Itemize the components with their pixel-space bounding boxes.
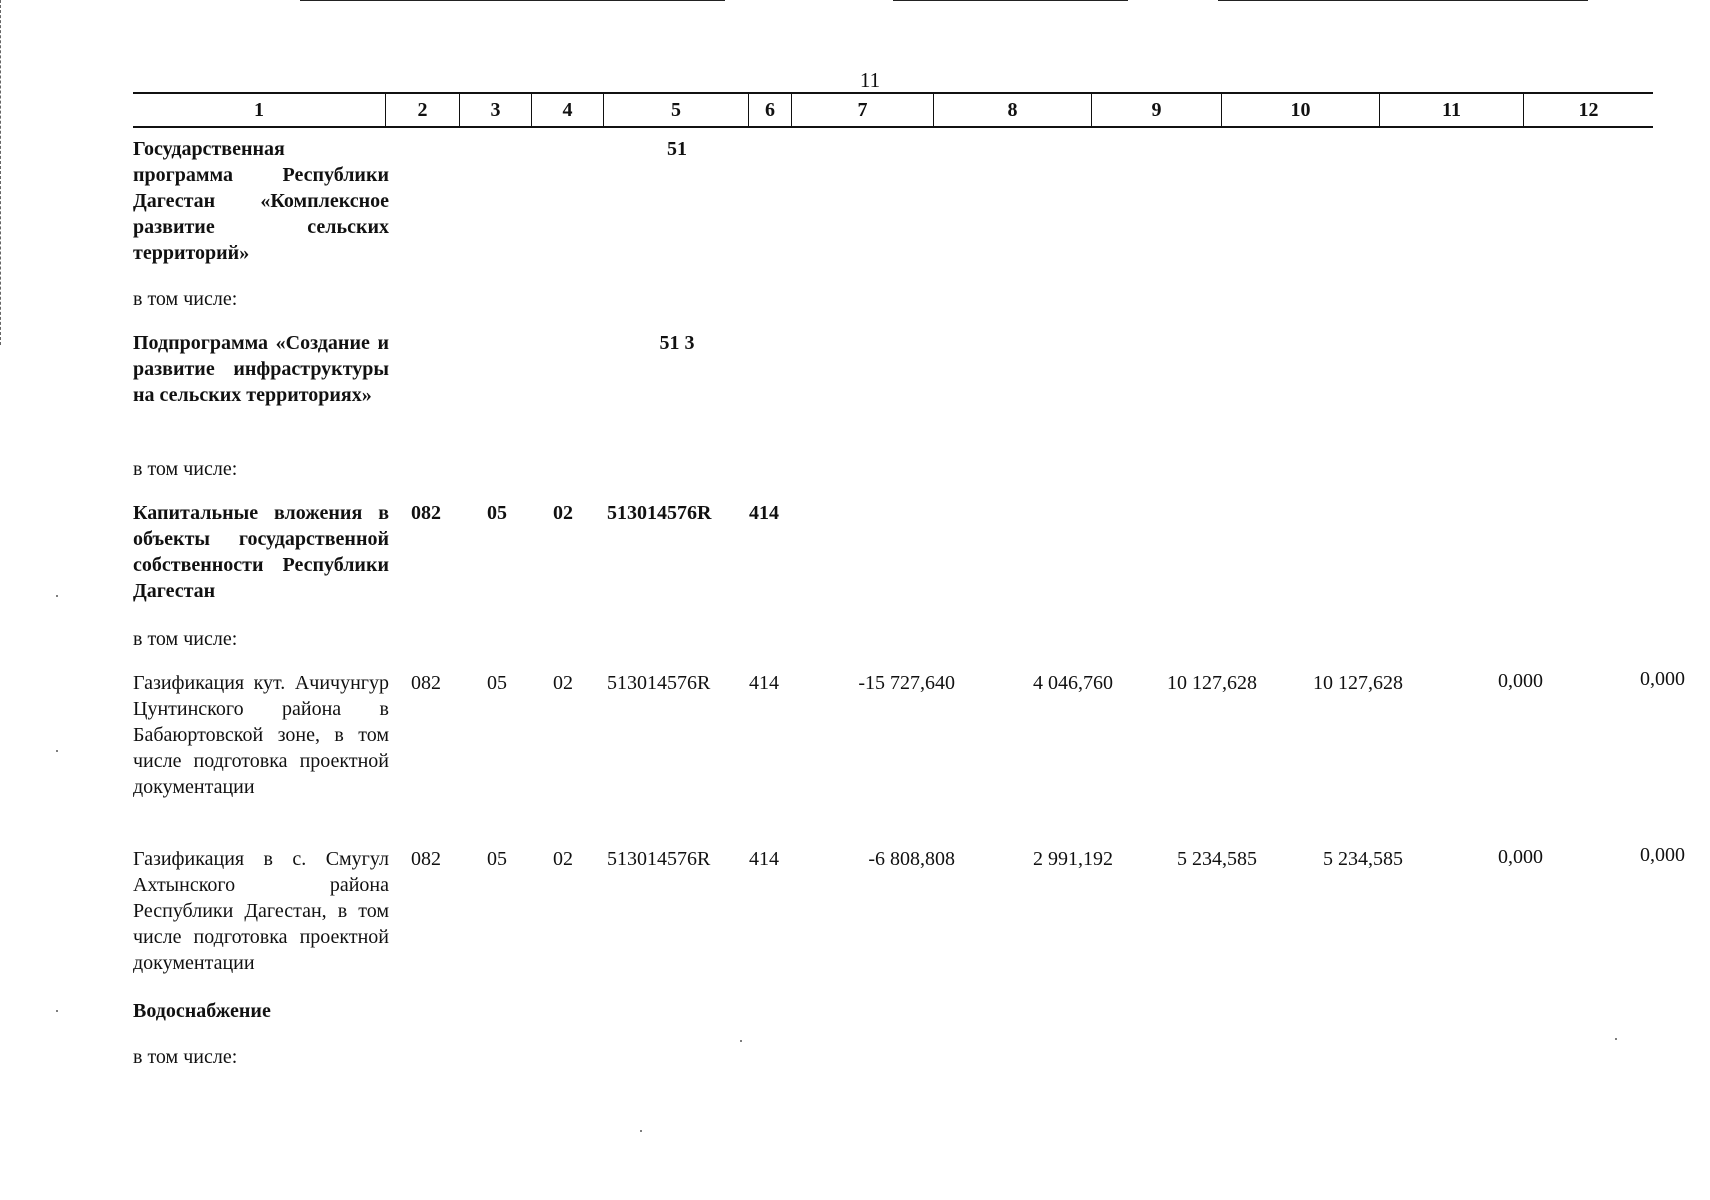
top-edge-line bbox=[300, 0, 725, 1]
cell-col-2: 082 bbox=[411, 848, 441, 870]
cell-col-8: 4 046,760 bbox=[1033, 672, 1113, 694]
cell-col-9: 10 127,628 bbox=[1167, 672, 1257, 694]
cell-code-5: 51 bbox=[667, 138, 687, 160]
column-header-8: 8 bbox=[933, 94, 1091, 126]
column-header-3: 3 bbox=[459, 94, 531, 126]
scan-speck bbox=[640, 1130, 642, 1132]
column-header-5: 5 bbox=[603, 94, 748, 126]
cell-col-11: 0,000 bbox=[1498, 846, 1543, 868]
row-description: в том числе: bbox=[133, 288, 238, 310]
cell-col-5: 513014576R bbox=[607, 848, 711, 870]
scan-speck bbox=[56, 750, 58, 752]
column-header-11: 11 bbox=[1379, 94, 1523, 126]
table-header-row bbox=[133, 92, 1653, 128]
scan-speck bbox=[56, 595, 58, 597]
cell-col-9: 5 234,585 bbox=[1177, 848, 1257, 870]
cell-col-5: 513014576R bbox=[607, 672, 711, 694]
column-header-7: 7 bbox=[791, 94, 933, 126]
row-description: в том числе: bbox=[133, 458, 238, 480]
cell-col-11: 0,000 bbox=[1498, 670, 1543, 692]
row-description: в том числе: bbox=[133, 1046, 238, 1068]
cell-col-4: 02 bbox=[553, 502, 573, 524]
row-description: Газификация в с. Смугул Ахтынского района Республики Дагестан, в том числе подготовка проектной документации bbox=[133, 848, 389, 974]
cell-col-12: 0,000 bbox=[1640, 844, 1685, 866]
row-description: в том числе: bbox=[133, 628, 238, 650]
column-header-9: 9 bbox=[1091, 94, 1221, 126]
scan-speck bbox=[740, 1040, 742, 1042]
column-header-6: 6 bbox=[748, 94, 791, 126]
column-header-1: 1 bbox=[254, 99, 264, 121]
cell-col-2: 082 bbox=[411, 502, 441, 524]
cell-col-7: -15 727,640 bbox=[858, 672, 955, 694]
cell-col-6: 414 bbox=[749, 672, 779, 694]
row-description: Капитальные вложения в объекты государственной собственности Республики Дагестан bbox=[133, 502, 389, 602]
column-header-4: 4 bbox=[531, 94, 603, 126]
cell-col-3: 05 bbox=[487, 502, 507, 524]
cell-col-12: 0,000 bbox=[1640, 668, 1685, 690]
row-description: Газификация кут. Ачичунгур Цунтинского района в Бабаюртовской зоне, в том числе подготовка проектной документации bbox=[133, 672, 389, 798]
cell-col-8: 2 991,192 bbox=[1033, 848, 1113, 870]
cell-col-5: 513014576R bbox=[607, 502, 712, 524]
top-edge-line bbox=[1218, 0, 1588, 1]
cell-col-10: 10 127,628 bbox=[1313, 672, 1403, 694]
scan-speck bbox=[56, 1010, 58, 1012]
column-header-2: 2 bbox=[385, 94, 459, 126]
top-edge-line bbox=[893, 0, 1128, 1]
cell-col-4: 02 bbox=[553, 672, 573, 694]
cell-col-3: 05 bbox=[487, 672, 507, 694]
cell-col-7: -6 808,808 bbox=[868, 848, 955, 870]
cell-col-4: 02 bbox=[553, 848, 573, 870]
cell-code-5: 51 3 bbox=[659, 332, 695, 354]
column-header-12: 12 bbox=[1523, 94, 1653, 126]
column-header-10: 10 bbox=[1221, 94, 1379, 126]
page-number: 11 bbox=[859, 68, 881, 92]
row-description: Водоснабжение bbox=[133, 1000, 271, 1022]
cell-col-6: 414 bbox=[749, 502, 779, 524]
scan-left-edge bbox=[0, 0, 1, 345]
cell-col-10: 5 234,585 bbox=[1323, 848, 1403, 870]
cell-col-6: 414 bbox=[749, 848, 779, 870]
cell-col-3: 05 bbox=[487, 848, 507, 870]
scan-speck bbox=[1615, 1038, 1617, 1040]
row-description: Подпрограмма «Создание и развитие инфраструктуры на сельских территориях» bbox=[133, 332, 389, 406]
row-description: Государственная программа Республики Дагестан «Комплексное развитие сельских территорий» bbox=[133, 138, 389, 264]
cell-col-2: 082 bbox=[411, 672, 441, 694]
